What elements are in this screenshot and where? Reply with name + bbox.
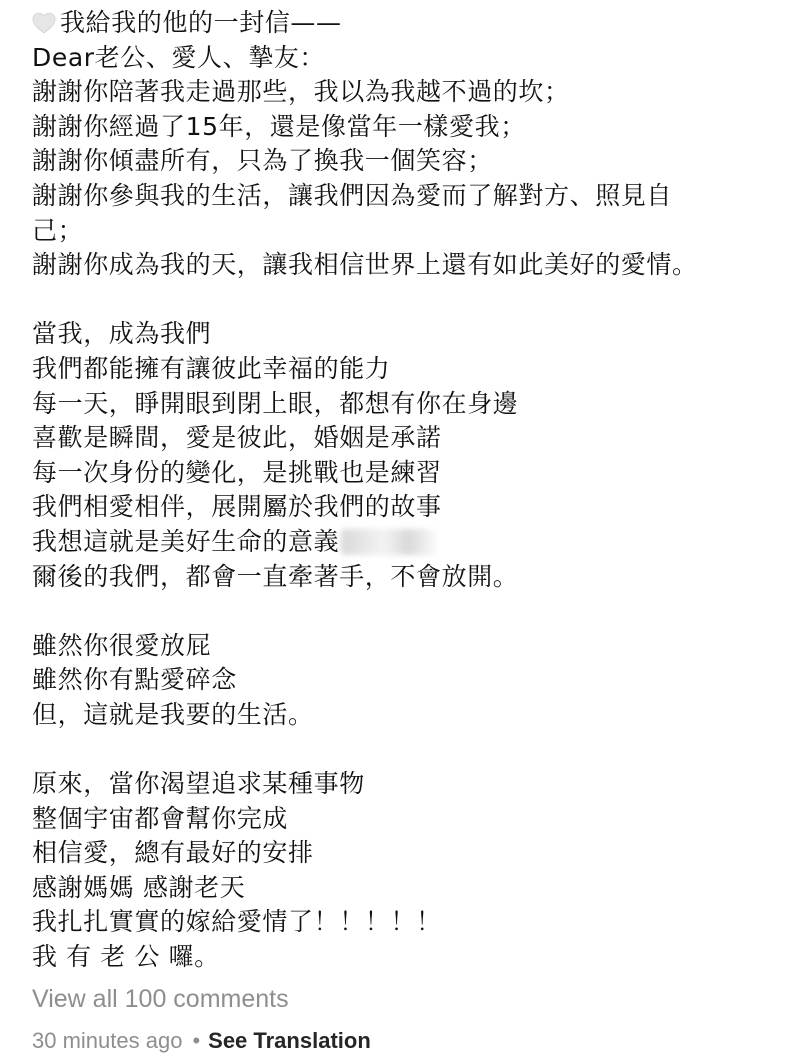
caption-line-text: 謝謝你經過了15年，還是像當年一樣愛我； <box>32 111 526 141</box>
caption-line-text: 每一天，睜開眼到閉上眼，都想有你在身邊 <box>32 388 519 418</box>
caption-line <box>32 698 772 733</box>
caption-line <box>32 248 772 283</box>
caption-line <box>32 421 772 456</box>
caption-line <box>32 179 772 214</box>
caption-line <box>32 490 772 525</box>
caption-blank-line <box>32 594 772 629</box>
caption-title: 我給我的他的一封信—— <box>60 8 342 37</box>
caption-line-text: 我們都能擁有讓彼此幸福的能力 <box>32 353 391 383</box>
caption-line <box>32 802 772 837</box>
caption-line <box>32 41 772 76</box>
caption-line <box>32 214 772 249</box>
caption-blank-line <box>32 732 772 767</box>
caption-line-text: 喜歡是瞬間，愛是彼此，婚姻是承諾 <box>32 423 442 453</box>
caption-line-text: 整個宇宙都會幫你完成 <box>32 803 289 833</box>
blurred-overlay <box>341 529 437 555</box>
white-heart-icon <box>32 9 56 44</box>
caption-line <box>32 905 772 940</box>
caption-line-text: 謝謝你參與我的生活，讓我們因為愛而了解對方、照見自 <box>32 180 673 210</box>
caption-line <box>32 110 772 145</box>
caption-line-text: Dear老公、愛人、摯友： <box>32 42 326 72</box>
caption-line-text: 謝謝你成為我的天，讓我相信世界上還有如此美好的愛情。 <box>32 250 698 280</box>
see-translation-button[interactable]: See Translation <box>208 1028 371 1053</box>
caption-line <box>32 317 772 352</box>
caption-line <box>32 560 772 595</box>
post-caption <box>32 6 772 975</box>
caption-line <box>32 836 772 871</box>
view-all-comments-link[interactable]: View all 100 comments <box>32 985 289 1013</box>
caption-line-text: 原來，當你渴望追求某種事物 <box>32 769 365 799</box>
caption-line <box>32 525 772 560</box>
caption-line <box>32 387 772 422</box>
caption-title-line <box>32 6 772 41</box>
post-meta <box>32 1028 371 1054</box>
caption-line <box>32 663 772 698</box>
caption-line <box>32 940 772 975</box>
caption-line <box>32 144 772 179</box>
caption-line-text: 感謝媽媽 感謝老天 <box>32 872 246 902</box>
caption-line-text: 己； <box>32 215 84 245</box>
caption-line-text: 當我，成為我們 <box>32 319 212 349</box>
post-timestamp: 30 minutes ago <box>32 1028 183 1053</box>
caption-line-text: 雖然你有點愛碎念 <box>32 665 237 695</box>
caption-line-text: 但，這就是我要的生活。 <box>32 699 314 729</box>
caption-line <box>32 75 772 110</box>
caption-line <box>32 871 772 906</box>
caption-line-text: 我 有 老 公 囉。 <box>32 942 220 972</box>
meta-separator: • <box>192 1028 201 1053</box>
caption-body <box>32 41 772 975</box>
caption-line <box>32 767 772 802</box>
caption-line-text: 相信愛，總有最好的安排 <box>32 838 314 868</box>
caption-blank-line <box>32 283 772 318</box>
caption-line-text: 謝謝你陪著我走過那些，我以為我越不過的坎； <box>32 77 570 107</box>
caption-line <box>32 629 772 664</box>
caption-line-text: 雖然你很愛放屁 <box>32 630 212 660</box>
caption-line-text: 每一次身份的變化，是挑戰也是練習 <box>32 457 442 487</box>
caption-line-text: 我想這就是美好生命的意義 <box>32 526 340 556</box>
caption-line <box>32 456 772 491</box>
caption-line-text: 我扎扎實實的嫁給愛情了！！！！！ <box>32 907 442 937</box>
caption-line-text: 我們相愛相伴，展開屬於我們的故事 <box>32 492 442 522</box>
caption-line-text: 謝謝你傾盡所有，只為了換我一個笑容； <box>32 146 493 176</box>
caption-line <box>32 352 772 387</box>
caption-line-text: 爾後的我們，都會一直牽著手，不會放開。 <box>32 561 519 591</box>
